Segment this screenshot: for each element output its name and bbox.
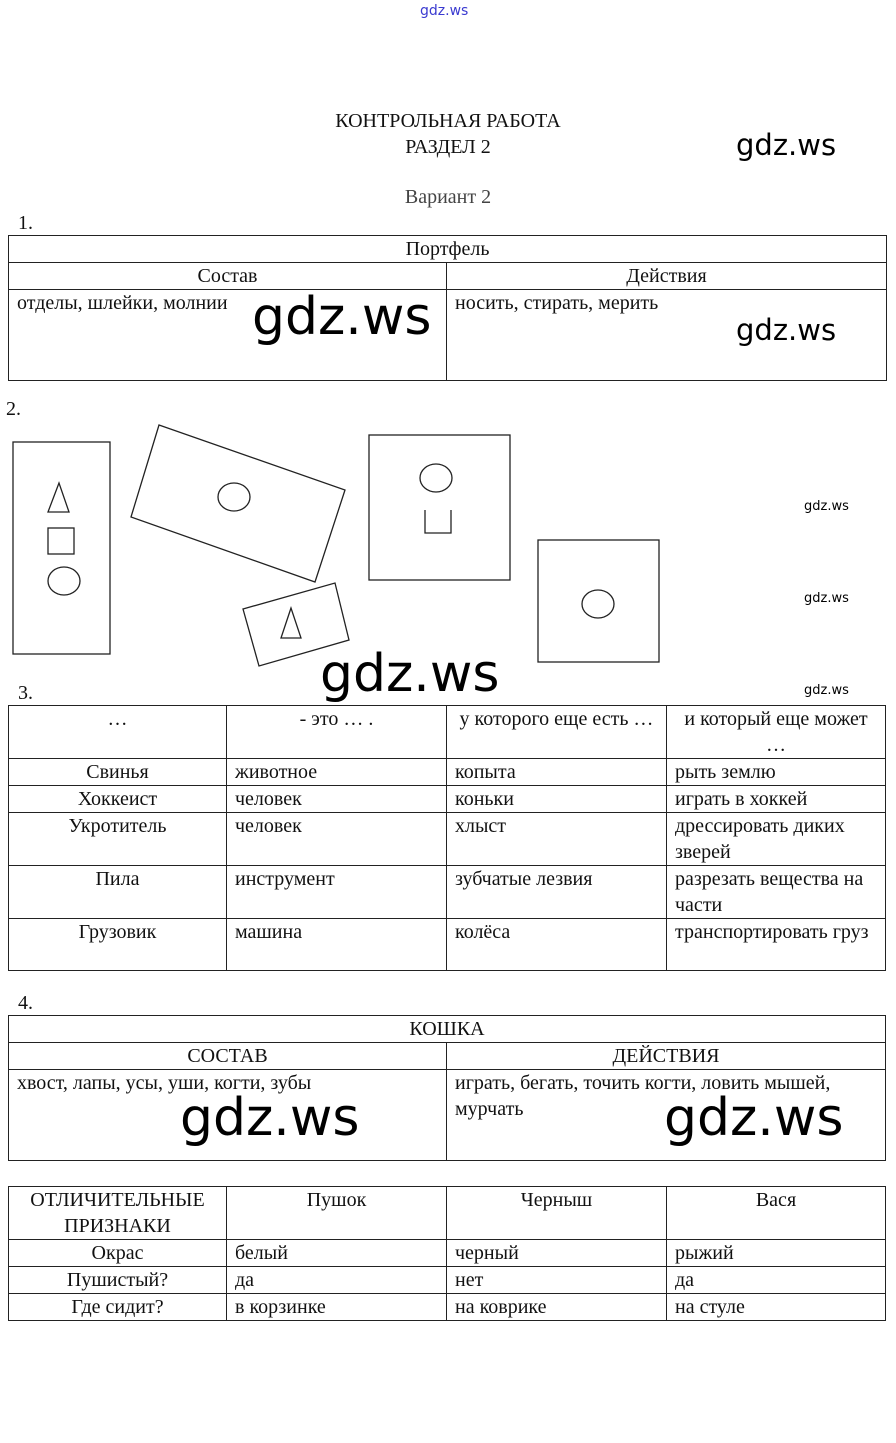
table-cell: Пушистый? [9,1267,227,1294]
task5-header-cell: Черныш [447,1187,667,1240]
square-with-circle-and-cup [369,435,510,580]
task4-number: 4. [18,992,33,1014]
task5-header-cell: ОТЛИЧИТЕЛЬНЫЕ ПРИЗНАКИ [9,1187,227,1240]
table-cell: рыть землю [667,759,886,786]
task3-table [8,705,886,971]
task3-header-cell: … [9,706,227,759]
table-cell: да [667,1267,886,1294]
watermark-8: gdz.ws [180,1088,360,1148]
table-cell: Хоккеист [9,786,227,813]
square-with-circle [538,540,659,662]
table-cell: на стуле [667,1294,886,1321]
task5-table [8,1186,886,1321]
table-cell: машина [227,919,447,971]
task5-header-cell: Вася [667,1187,886,1240]
task1-right-cell: носить, стирать, мерить [447,290,887,381]
task2-number: 2. [6,398,21,420]
table-cell: разрезать вещества на части [667,866,886,919]
task1-left-cell: отделы, шлейки, молнии [9,290,447,381]
task1-title: Портфель [9,236,887,263]
table-cell: рыжий [667,1240,886,1267]
tall-rectangle [13,442,110,654]
table-cell: инструмент [227,866,447,919]
task1-head-right: Действия [447,263,887,290]
watermark-7: gdz.ws [804,683,849,698]
task4-left-cell: хвост, лапы, усы, уши, когти, зубы [9,1070,447,1161]
table-cell: человек [227,813,447,866]
task1-head-left: Состав [9,263,447,290]
task1-number: 1. [18,212,33,234]
table-cell: черный [447,1240,667,1267]
header-title: КОНТРОЛЬНАЯ РАБОТА [335,110,561,132]
tilted-rectangle [131,425,345,582]
table-row [9,919,886,971]
table-cell: зубчатые лезвия [447,866,667,919]
table-cell: Где сидит? [9,1294,227,1321]
watermark-6: gdz.ws [320,644,500,704]
table-cell: нет [447,1267,667,1294]
table-cell: Укротитель [9,813,227,866]
table-row [9,786,886,813]
table-cell: Окрас [9,1240,227,1267]
table-cell: человек [227,786,447,813]
task4-right-cell: играть, бегать, точить когти, ловить мышей, мурчать [447,1070,886,1161]
watermark-2: gdz.ws [252,287,432,347]
table-cell: транспортировать груз [667,919,886,971]
task5-header-cell: Пушок [227,1187,447,1240]
table-cell: Пила [9,866,227,919]
table-row [9,1240,886,1267]
task3-header-cell: и который еще может … [667,706,886,759]
table-cell: коньки [447,786,667,813]
watermark-top: gdz.ws [420,3,469,19]
task4-head-left: СОСТАВ [9,1043,447,1070]
table-row [9,866,886,919]
table-cell: белый [227,1240,447,1267]
table-cell: дрессировать диких зверей [667,813,886,866]
table-cell: Грузовик [9,919,227,971]
table-cell: Свинья [9,759,227,786]
watermark-5: gdz.ws [804,591,849,606]
task4-title: КОШКА [9,1016,886,1043]
watermark-3: gdz.ws [736,313,837,347]
watermark-9: gdz.ws [664,1088,844,1148]
table-cell: в корзинке [227,1294,447,1321]
table-row [9,813,886,866]
task3-header-cell: - это … . [227,706,447,759]
table-cell: животное [227,759,447,786]
header-section: РАЗДЕЛ 2 [405,136,491,158]
table-cell: на коврике [447,1294,667,1321]
table-row [9,1294,886,1321]
table-cell: копыта [447,759,667,786]
task4-head-right: ДЕЙСТВИЯ [447,1043,886,1070]
table-cell: колёса [447,919,667,971]
table-row [9,1267,886,1294]
watermark-1: gdz.ws [736,128,837,162]
task3-number: 3. [18,682,33,704]
task3-header-cell: у которого еще есть … [447,706,667,759]
table-cell: хлыст [447,813,667,866]
table-row [9,759,886,786]
table-cell: играть в хоккей [667,786,886,813]
watermark-4: gdz.ws [804,499,849,514]
task2-figures [0,0,896,700]
header-variant: Вариант 2 [404,186,492,208]
table-cell: да [227,1267,447,1294]
